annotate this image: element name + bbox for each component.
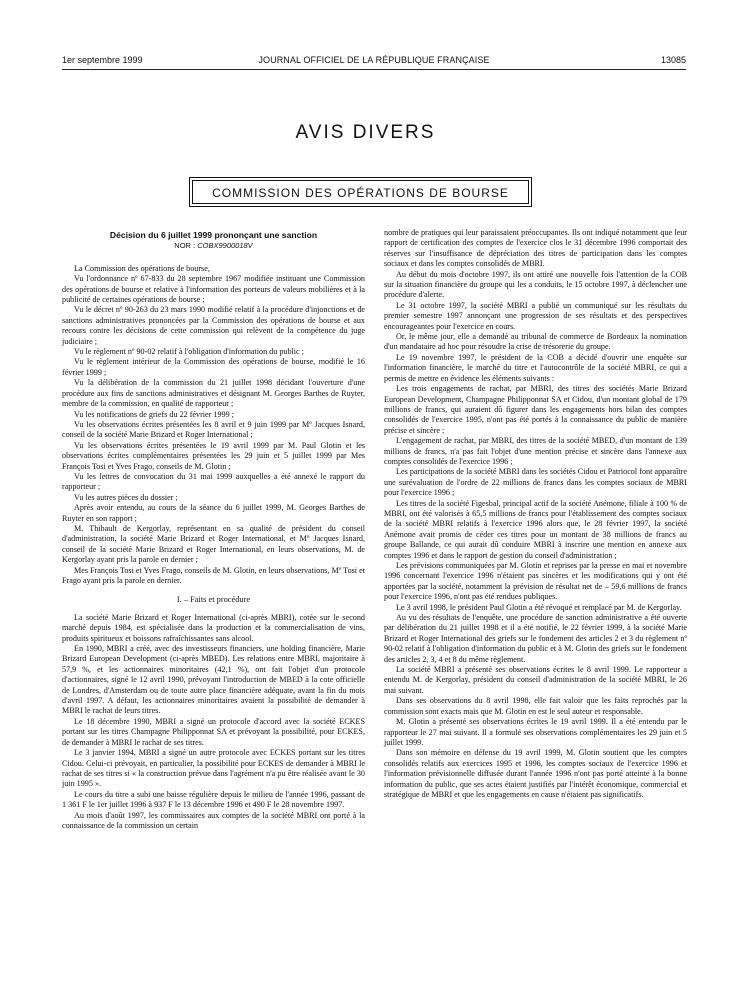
- decision-title: Décision du 6 juillet 1999 prononçant une sanction: [109, 230, 318, 240]
- paragraph: Les participations de la société MBRI dans les sociétés Cidou et Patriocol font apparaître une surévaluation de l'ordre de 22 millions de francs dans les comptes sociaux de MBRI pour l'exercice 1996 ;: [384, 467, 687, 498]
- paragraph: Au vu des résultats de l'enquête, une procédure de sanction administrative a été ouverte par délibération du 21 juillet 1998 et il a été notifié, le 22 février 1999, à la société Marie Brizard et Roger International des griefs sur le fondement des articles 2 et 3 du règlement nº 90-02 relatif à l'obligation d'information du public et à M. Glotin des griefs sur le fondement des articles 2, 3, 4 et 8 du même règlement.: [384, 613, 687, 664]
- paragraph: L'engagement de rachat, par MBRI, des titres de la société MBED, d'un montant de 139 millions de francs, n'a pas fait l'objet d'une mention précise et sincère dans l'annexe aux comptes consolidés de l'exercice 1996 ;: [384, 436, 687, 466]
- page-header: [62, 55, 686, 70]
- paragraph: Dans son mémoire en défense du 19 avril 1999, M. Glotin soutient que les comptes consolidés relatifs aux exercices 1995 et 1996, les comptes sociaux de l'exercice 1996 et l'information prévisionnelle diffusée durant l'année 1996 n'ont pas porté atteinte à la bonne information du public, que ses actes étaient justifiés par l'intérêt économique, commercial et stratégique de MBRI et que les engagements en cause n'étaient pas significatifs.: [384, 748, 687, 799]
- left-paragraphs-facts: [62, 613, 365, 832]
- paragraph: Le 31 octobre 1997, la société MBRI a publié un communiqué sur les résultats du premier semestre 1997 annonçant une progression de ses résultats et des perspectives encourageantes pour l'exercice en cours.: [384, 300, 687, 331]
- nor-reference: [62, 241, 365, 251]
- subheading: I. – Faits et procédure: [176, 595, 251, 605]
- left-column: [62, 230, 365, 831]
- paragraph: Vu les observations écrites présentées le 19 avril 1999 par M. Paul Glotin et les observations écrites complémentaires présentées les 29 juin et 5 juillet 1999 par Mes François Tosi et Yves Frago, conseils de M. Glotin ;: [62, 440, 365, 471]
- paragraph: En 1990, MBRI a créé, avec des investisseurs financiers, une holding financière, Marie Brizard European Development (ci-après MBED). Les relations entre MBRI, majoritaire à 57,9 %, et les actionnaires minoritaires (42,1 %), ont fait l'objet d'un protocole d'actionnaires, signé le 12 avril 1990, prévoyant l'introduction de MBED à la cote officielle de Londres, d'Amsterdam ou de toute autre place financière adéquate, avant la fin du mois d'avril 1997. A défaut, les actionnaires minoritaires avaient la possibilité de demander à MBRI le rachat de leurs titres.: [62, 644, 365, 716]
- commission-heading: COMMISSION DES OPÉRATIONS DE BOURSE: [192, 180, 529, 204]
- paragraph: Après avoir entendu, au cours de la séance du 6 juillet 1999, M. Georges Barthes de Ruyter en son rapport ;: [62, 503, 365, 523]
- paragraph: Vu les autres pièces du dossier ;: [74, 492, 178, 502]
- paragraph: Les prévisions communiquées par M. Glotin et reprises par la presse en mai et novembre 1996 concernant l'exercice 1996 n'étaient pas sincères et les modifications qui y ont été apportées par la société, notamment la prévision de résultat net de – 59,6 millions de francs pour l'exercice 1996, n'ont pas été rendues publiques.: [384, 561, 687, 602]
- header-page-number: 13085: [660, 55, 686, 65]
- paragraph: Vu les observations écrites présentées les 8 avril et 9 juin 1999 par Mº Jacques Isnard, conseil de la société Marie Brizard et Roger International ;: [62, 419, 365, 440]
- paragraph: Vu les notifications de griefs du 22 février 1999 ;: [74, 409, 234, 419]
- paragraph: Le 18 décembre 1990, MBRI a signé un protocole d'accord avec la société ECKES portant sur les titres Champagne Philipponnat SA et prévoyant la possibilité, pour ECKES, de demander à MBRI le rachat de ses titres.: [62, 716, 365, 747]
- paragraph: Vu les lettres de convocation du 31 mai 1999 auxquelles a été annexé le rapport du rapporteur ;: [62, 471, 365, 492]
- paragraph: Le 3 janvier 1994, MBRI a signé un autre protocole avec ECKES portant sur les titres Cidou. Celui-ci prévoyait, en particulier, la possibilité pour ECKES de demander à MBRI le rachat de ses titres si « la construction prévue dans l'agrément n'a pu être réalisée avant le 30 juin 1995 ».: [62, 748, 365, 789]
- paragraph: Or, le même jour, elle a demandé au tribunal de commerce de Bordeaux la nomination d'un mandataire ad hoc pour résoudre la crise de trésorerie du groupe.: [384, 332, 687, 352]
- left-paragraphs: [62, 264, 365, 587]
- section-title: AVIS DIVERS: [295, 122, 436, 143]
- right-paragraphs: [384, 228, 687, 800]
- paragraph: Vu l'ordonnance nº 67-833 du 28 septembre 1967 modifiée instituant une Commission des opérations de bourse et relative à l'information des porteurs de valeurs mobilières et à la publicité de certaines opérations de bourse ;: [62, 274, 365, 305]
- header-date: 1er septembre 1999: [62, 55, 143, 65]
- paragraph: Le 3 avril 1998, le président Paul Glotin a été révoqué et remplacé par M. de Kergorlay.: [396, 602, 682, 612]
- nor-code: COBX9900018V: [197, 241, 253, 251]
- header-journal-title: JOURNAL OFFICIEL DE LA RÉPUBLIQUE FRANÇAISE: [258, 55, 490, 65]
- paragraph: La Commission des opérations de bourse,: [74, 263, 210, 273]
- paragraph: Mes François Tosi et Yves Frago, conseils de M. Glotin, en leurs observations, Mº Tosi et Frago ayant pris la parole en dernier.: [62, 565, 365, 585]
- paragraph: Vu le règlement nº 90-02 relatif à l'obligation d'information du public ;: [74, 347, 304, 357]
- nor-label: NOR :: [174, 241, 196, 251]
- paragraph: Au mois d'août 1997, les commissaires aux comptes de la société MBRI ont porté à la connaissance de la commission un certain: [62, 810, 365, 830]
- paragraph: Dans ses observations du 8 avril 1998, elle fait valoir que les faits reprochés par la commission sont exacts mais que M. Glotin en est le seul auteur et responsable.: [384, 696, 687, 716]
- paragraph: Au début du mois d'octobre 1997, ils ont attiré une nouvelle fois l'attention de la COB sur la situation financière du groupe qui les a conduits, le 15 octobre 1997, à déclencher une procédure d'alerte.: [384, 269, 687, 300]
- paragraph: La société MBRI a présenté ses observations écrites le 8 avril 1999. Le rapporteur a entendu M. de Kergorlay, président du conseil d'administration de la société MBRI, le 26 mai suivant.: [384, 665, 687, 695]
- paragraph: La société Marie Brizard et Roger International (ci-après MBRI), cotée sur le second marché depuis 1984, est spécialisée dans la production et la commercialisation de vins, produits spiritueux et boissons rafraîchissantes sans alcool.: [62, 612, 365, 643]
- paragraph: Vu la délibération de la commission du 21 juillet 1998 décidant l'ouverture d'une procédure aux fins de sanctions administratives et désignant M. Georges Barthes de Ruyter, membre de la commission, en qualité de rapporteur ;: [62, 378, 365, 409]
- paragraph: M. Glotin a présenté ses observations écrites le 19 avril 1999. Il a été entendu par le rapporteur le 27 mai suivant. Il a formulé ses observations complémentaires les 29 juin et 5 juillet 1999.: [384, 717, 687, 747]
- paragraph: Vu le décret nº 90-263 du 23 mars 1990 modifié relatif à la procédure d'injonctions et de sanctions administratives prononcées par la Commission des opérations de bourse et aux recours contre les décisions de cette commission qui relèvent de la compétence du juge judiciaire ;: [62, 305, 365, 346]
- paragraph: Vu le règlement intérieur de la Commission des opérations de bourse, modifié le 16 février 1999 ;: [62, 357, 365, 377]
- paragraph: Le 19 novembre 1997, le président de la COB a décidé d'ouvrir une enquête sur l'information financière, le marché du titre et l'autocontrôle de la société MBRI, ce qui a permis de mettre en évidence les éléments suivants :: [384, 352, 687, 383]
- paragraph: Le cours du titre a subi une baisse régulière depuis le milieu de l'année 1996, passant de 1 361 F le 1er juillet 1996 à 937 F le 13 décembre 1996 et 490 F le 28 novembre 1997.: [62, 789, 365, 810]
- paragraph: Les titres de la société Figesbal, principal actif de la société Anémone, filiale à 100 % de MBRI, ont été valorisés à 65,5 millions de francs pour l'établissement des comptes sociaux de la société MBRI relatifs à l'exercice 1996 alors que, le 28 février 1997, la société Anémone avait promis de céder ces titres pour un montant de 38 millions de francs au groupe Ballande, ce qui aurait dû conduire MBRI à inscrire une mention en annexe aux comptes 1996 et dans le rapport de gestion du conseil d'administration ;: [384, 498, 687, 560]
- right-column: [384, 228, 687, 800]
- paragraph: M. Thibault de Kergorlay, représentant en sa qualité de président du conseil d'administration, la société Marie Brizard et Roger International, et Mº Jacques Isnard, conseil de la société Marie Brizard et Roger International, en leurs observations, M. de Kergorlay ayant pris la parole en dernier ;: [62, 523, 365, 565]
- paragraph: Les trois engagements de rachat, par MBRI, des titres des sociétés Marie Brizard European Development, Champagne Philipponnat SA et Cidou, d'un montant global de 179 millions de francs, qui auraient dû figurer dans les engagements hors bilan des comptes consolidés de l'exercice 1995, n'ont pas été portés à la connaissance du public de manière précise et sincère ;: [384, 384, 687, 435]
- paragraph: nombre de pratiques qui leur paraissaient préoccupantes. Ils ont indiqué notamment que leur rapport de certification des comptes de l'exercice clos le 31 décembre 1996 comportait des réserves sur l'insuffisance de dépréciation des titres de participation dans les comptes sociaux et dans les comptes consolidés de MBRI.: [384, 228, 687, 269]
